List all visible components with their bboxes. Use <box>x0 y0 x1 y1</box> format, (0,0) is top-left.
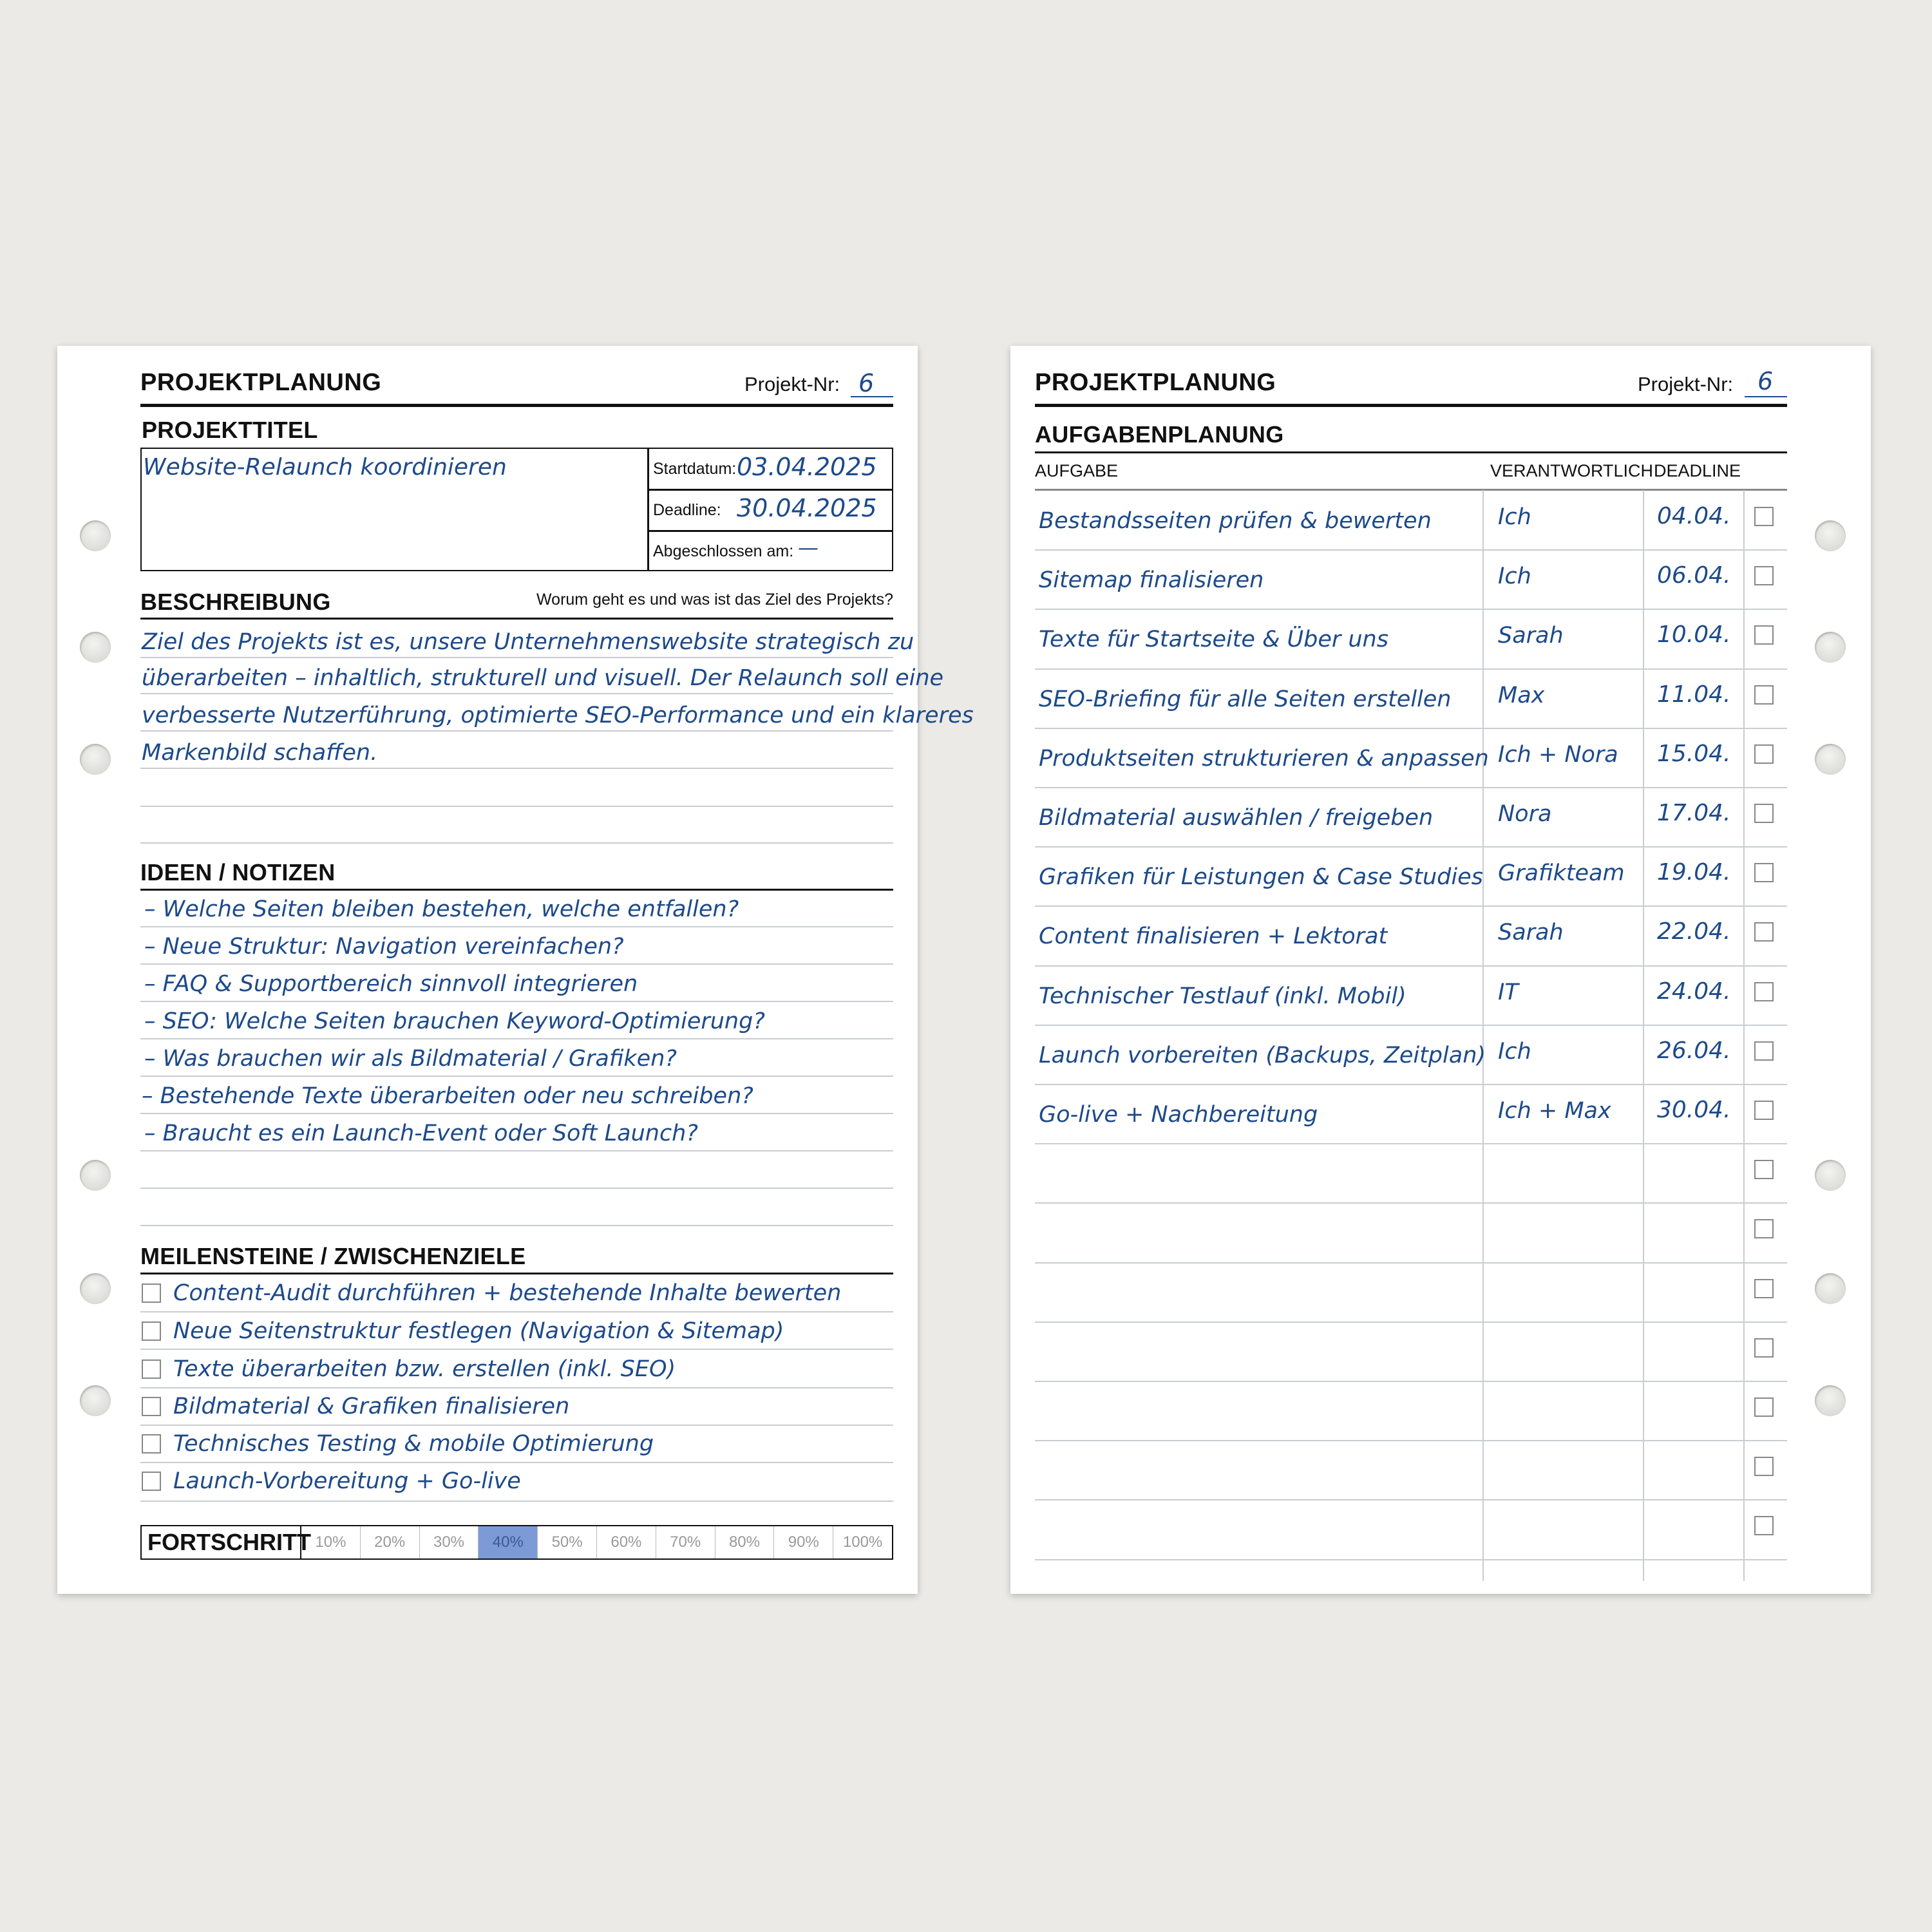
progress-step[interactable]: 100% <box>842 1533 883 1551</box>
meilensteine-rule <box>140 1273 893 1274</box>
task-done-checkbox[interactable] <box>1754 863 1774 882</box>
task-aufgabe[interactable]: Sitemap finalisieren <box>1039 567 1264 593</box>
task-row-line <box>1035 787 1787 788</box>
progress-step[interactable]: 80% <box>715 1526 775 1558</box>
task-row-line <box>1035 965 1787 967</box>
task-deadline[interactable]: 17.04. <box>1657 800 1731 826</box>
task-row-line <box>1035 1202 1787 1204</box>
punch-hole <box>1815 632 1846 663</box>
task-row-line <box>1035 1559 1787 1560</box>
task-done-checkbox[interactable] <box>1754 685 1774 705</box>
col-aufgabe: AUFGABE <box>1035 461 1119 480</box>
task-deadline[interactable]: 24.04. <box>1657 978 1731 1005</box>
writing-line <box>140 1425 893 1426</box>
milestone-label: Launch-Vorbereitung + Go-live <box>173 1468 521 1494</box>
milestone-checkbox[interactable] <box>142 1397 161 1416</box>
writing-line <box>140 1188 893 1189</box>
beschreibung-rule <box>140 618 893 620</box>
punch-hole <box>80 1385 111 1416</box>
task-done-checkbox[interactable] <box>1754 1279 1774 1298</box>
beschreibung-line[interactable]: überarbeiten – inhaltlich, strukturell und visuell. Der Relaunch soll eine <box>142 665 944 691</box>
projekt-nr-value[interactable]: 6 <box>1757 367 1774 395</box>
task-done-checkbox[interactable] <box>1754 507 1774 526</box>
task-verantwortlich[interactable]: Max <box>1498 683 1545 708</box>
progress-step[interactable]: 40% <box>478 1526 538 1558</box>
task-row-line <box>1035 549 1787 551</box>
task-done-checkbox[interactable] <box>1754 1338 1774 1358</box>
idee-line[interactable]: – Was brauchen wir als Bildmaterial / Grafiken? <box>144 1046 677 1072</box>
progress-step[interactable]: 10% <box>301 1526 361 1558</box>
task-verantwortlich[interactable]: Ich + Nora <box>1498 742 1618 768</box>
writing-line <box>140 768 893 769</box>
task-done-checkbox[interactable] <box>1754 1041 1774 1061</box>
task-aufgabe[interactable]: Launch vorbereiten (Backups, Zeitplan) <box>1039 1043 1486 1068</box>
projekt-nr-label: Projekt-Nr: <box>744 373 840 395</box>
task-done-checkbox[interactable] <box>1754 1457 1774 1476</box>
table-header-rule <box>1035 489 1787 491</box>
punch-hole <box>80 1273 111 1304</box>
writing-line <box>140 1001 893 1002</box>
abgeschlossen-label: Abgeschlossen am: <box>653 542 794 560</box>
task-aufgabe[interactable]: Content finalisieren + Lektorat <box>1039 923 1388 949</box>
startdatum-value[interactable]: 03.04.2025 <box>737 453 877 481</box>
task-row-line <box>1035 846 1787 848</box>
writing-line <box>140 926 893 927</box>
task-done-checkbox[interactable] <box>1754 982 1774 1001</box>
task-verantwortlich[interactable]: Grafikteam <box>1498 860 1625 886</box>
task-aufgabe[interactable]: Grafiken für Leistungen & Case Studies <box>1039 864 1483 890</box>
idee-line[interactable]: – Bestehende Texte überarbeiten oder neu schreiben? <box>142 1083 753 1109</box>
progress-step[interactable]: 90% <box>774 1526 833 1558</box>
task-aufgabe[interactable]: SEO-Briefing für alle Seiten erstellen <box>1039 687 1452 712</box>
task-done-checkbox[interactable] <box>1754 1397 1774 1417</box>
deadline-label: Deadline: <box>653 501 721 519</box>
left-planner-sheet <box>57 346 974 1594</box>
writing-line <box>140 963 893 965</box>
beschreibung-line[interactable]: Markenbild schaffen. <box>142 740 378 766</box>
task-aufgabe[interactable]: Go-live + Nachbereitung <box>1039 1102 1318 1128</box>
task-aufgabe[interactable]: Bildmaterial auswählen / freigeben <box>1039 805 1434 831</box>
writing-line <box>140 1038 893 1039</box>
progress-step[interactable]: 20% <box>361 1526 420 1558</box>
milestone-checkbox[interactable] <box>142 1472 161 1491</box>
meilensteine-heading: MEILENSTEINE / ZWISCHENZIELE <box>140 1243 526 1269</box>
task-verantwortlich[interactable]: Ich <box>1498 1039 1531 1065</box>
task-done-checkbox[interactable] <box>1754 922 1774 942</box>
writing-line <box>140 730 893 732</box>
projekttitel-value[interactable]: Website-Relaunch koordinieren <box>143 454 507 480</box>
task-done-checkbox[interactable] <box>1754 625 1774 645</box>
task-row-line <box>1035 1499 1787 1501</box>
task-verantwortlich[interactable]: Ich <box>1498 504 1531 530</box>
task-row-line <box>1035 905 1787 907</box>
column-line <box>1482 490 1484 1581</box>
task-deadline[interactable]: 15.04. <box>1657 741 1731 767</box>
task-verantwortlich[interactable]: Sarah <box>1498 623 1564 649</box>
punch-hole <box>1815 1385 1846 1416</box>
writing-line <box>140 1462 893 1463</box>
idee-line[interactable]: – Neue Struktur: Navigation vereinfachen? <box>144 934 624 960</box>
task-verantwortlich[interactable]: Ich + Max <box>1498 1098 1611 1124</box>
beschreibung-heading: BESCHREIBUNG <box>140 589 331 615</box>
task-verantwortlich[interactable]: Sarah <box>1498 920 1564 945</box>
task-done-checkbox[interactable] <box>1754 1160 1774 1179</box>
projekt-nr-underline <box>1745 396 1787 397</box>
writing-line <box>140 1075 893 1077</box>
task-deadline[interactable]: 22.04. <box>1657 918 1731 945</box>
task-deadline[interactable]: 06.04. <box>1657 562 1731 589</box>
punch-hole <box>80 520 111 551</box>
header-rule <box>1035 404 1787 407</box>
task-deadline[interactable]: 19.04. <box>1657 859 1731 886</box>
task-row-line <box>1035 609 1787 610</box>
idee-line[interactable]: – Welche Seiten bleiben bestehen, welche entfallen? <box>144 896 739 922</box>
task-row-line <box>1035 1381 1787 1382</box>
task-aufgabe[interactable]: Technischer Testlauf (inkl. Mobil) <box>1039 983 1406 1009</box>
task-row-line <box>1035 1025 1787 1026</box>
col-verantwortlich: VERANTWORTLICH <box>1490 461 1654 480</box>
writing-line <box>140 1501 893 1502</box>
task-verantwortlich[interactable]: Nora <box>1498 801 1552 827</box>
punch-hole <box>1815 1160 1846 1191</box>
milestone-label: Texte überarbeiten bzw. erstellen (inkl. SEO) <box>173 1356 676 1382</box>
task-row-line <box>1035 1143 1787 1144</box>
right-planner-sheet <box>1010 346 1871 1594</box>
idee-line[interactable]: – Braucht es ein Launch-Event oder Soft Launch? <box>144 1121 698 1146</box>
task-row-line <box>1035 728 1787 729</box>
aufgabenplanung-rule <box>1035 451 1787 453</box>
progress-step[interactable]: 70% <box>656 1526 715 1558</box>
task-aufgabe[interactable]: Produktseiten strukturieren & anpassen <box>1039 746 1489 772</box>
task-done-checkbox[interactable] <box>1754 1101 1774 1120</box>
task-verantwortlich[interactable]: Ich <box>1498 564 1531 589</box>
milestone-checkbox[interactable] <box>142 1321 161 1341</box>
progress-step[interactable]: 60% <box>597 1526 656 1558</box>
task-deadline[interactable]: 30.04. <box>1657 1097 1731 1123</box>
task-done-checkbox[interactable] <box>1754 744 1774 764</box>
punch-hole <box>1815 520 1846 551</box>
task-row-line <box>1035 1262 1787 1264</box>
milestone-label: Technisches Testing & mobile Optimierung <box>173 1431 654 1457</box>
writing-line <box>140 1311 893 1312</box>
task-row-line <box>1035 668 1787 670</box>
box-divider <box>647 489 893 491</box>
punch-hole <box>1815 744 1846 775</box>
task-deadline[interactable]: 10.04. <box>1657 621 1731 648</box>
punch-hole <box>80 632 111 663</box>
writing-line <box>140 1113 893 1114</box>
milestone-label: Bildmaterial & Grafiken finalisieren <box>173 1394 570 1419</box>
progress-step[interactable]: 50% <box>538 1526 597 1558</box>
task-row-line <box>1035 1440 1787 1441</box>
fortschritt-bar <box>140 1525 893 1560</box>
task-aufgabe[interactable]: Bestandsseiten prüfen & bewerten <box>1039 508 1432 534</box>
ideen-rule <box>140 889 893 891</box>
task-deadline[interactable]: 11.04. <box>1657 681 1731 708</box>
writing-line <box>140 806 893 807</box>
beschreibung-hint: Worum geht es und was ist das Ziel des Projekts? <box>536 591 893 609</box>
writing-line <box>140 842 893 844</box>
column-line <box>1743 490 1745 1581</box>
milestone-label: Neue Seitenstruktur festlegen (Navigation & Sitemap) <box>173 1318 784 1344</box>
beschreibung-line[interactable]: Ziel des Projekts ist es, unsere Unternehmenswebsite strategisch zu <box>142 629 914 655</box>
task-verantwortlich[interactable]: IT <box>1498 980 1519 1005</box>
deadline-value[interactable]: 30.04.2025 <box>737 494 877 522</box>
fortschritt-label: FORTSCHRITT <box>142 1526 301 1558</box>
beschreibung-line[interactable]: verbesserte Nutzerführung, optimierte SEO-Performance und ein klareres <box>142 703 974 728</box>
ideen-heading: IDEEN / NOTIZEN <box>140 859 336 886</box>
punch-hole <box>80 744 111 775</box>
task-done-checkbox[interactable] <box>1754 1219 1774 1238</box>
writing-line <box>140 693 893 694</box>
progress-step[interactable]: 30% <box>420 1526 479 1558</box>
task-row-line <box>1035 1084 1787 1085</box>
column-line <box>1643 490 1644 1581</box>
writing-line <box>140 1225 893 1226</box>
projekt-nr-value[interactable]: 6 <box>858 369 875 397</box>
task-row-line <box>1035 1321 1787 1323</box>
task-done-checkbox[interactable] <box>1754 1516 1774 1535</box>
milestone-label: Content-Audit durchführen + bestehende Inhalte bewerten <box>173 1280 842 1306</box>
writing-line <box>140 1349 893 1350</box>
task-aufgabe[interactable]: Texte für Startseite & Über uns <box>1039 627 1388 652</box>
startdatum-label: Startdatum: <box>653 460 737 478</box>
task-done-checkbox[interactable] <box>1754 566 1774 585</box>
task-deadline[interactable]: 26.04. <box>1657 1037 1731 1064</box>
header-rule <box>140 404 893 407</box>
box-divider <box>647 530 893 532</box>
task-done-checkbox[interactable] <box>1754 804 1774 823</box>
writing-line <box>140 1150 893 1151</box>
col-deadline: DEADLINE <box>1654 461 1741 480</box>
milestone-checkbox[interactable] <box>142 1434 161 1454</box>
task-deadline[interactable]: 04.04. <box>1657 503 1731 529</box>
projekt-nr-label: Projekt-Nr: <box>1638 373 1734 395</box>
aufgabenplanung-heading: AUFGABENPLANUNG <box>1035 421 1284 448</box>
idee-line[interactable]: – SEO: Welche Seiten brauchen Keyword-Optimierung? <box>144 1009 765 1034</box>
milestone-checkbox[interactable] <box>142 1359 161 1379</box>
idee-line[interactable]: – FAQ & Supportbereich sinnvoll integrieren <box>144 971 638 997</box>
projekttitel-heading: PROJEKTTITEL <box>142 417 318 443</box>
header-title: PROJEKTPLANUNG <box>1035 369 1276 396</box>
box-divider <box>647 448 649 571</box>
punch-hole <box>1815 1273 1846 1304</box>
milestone-checkbox[interactable] <box>142 1283 161 1303</box>
writing-line <box>140 657 893 658</box>
header-title: PROJEKTPLANUNG <box>140 369 382 396</box>
punch-hole <box>80 1160 111 1191</box>
writing-line <box>140 1387 893 1388</box>
abgeschlossen-value[interactable]: — <box>798 535 819 560</box>
